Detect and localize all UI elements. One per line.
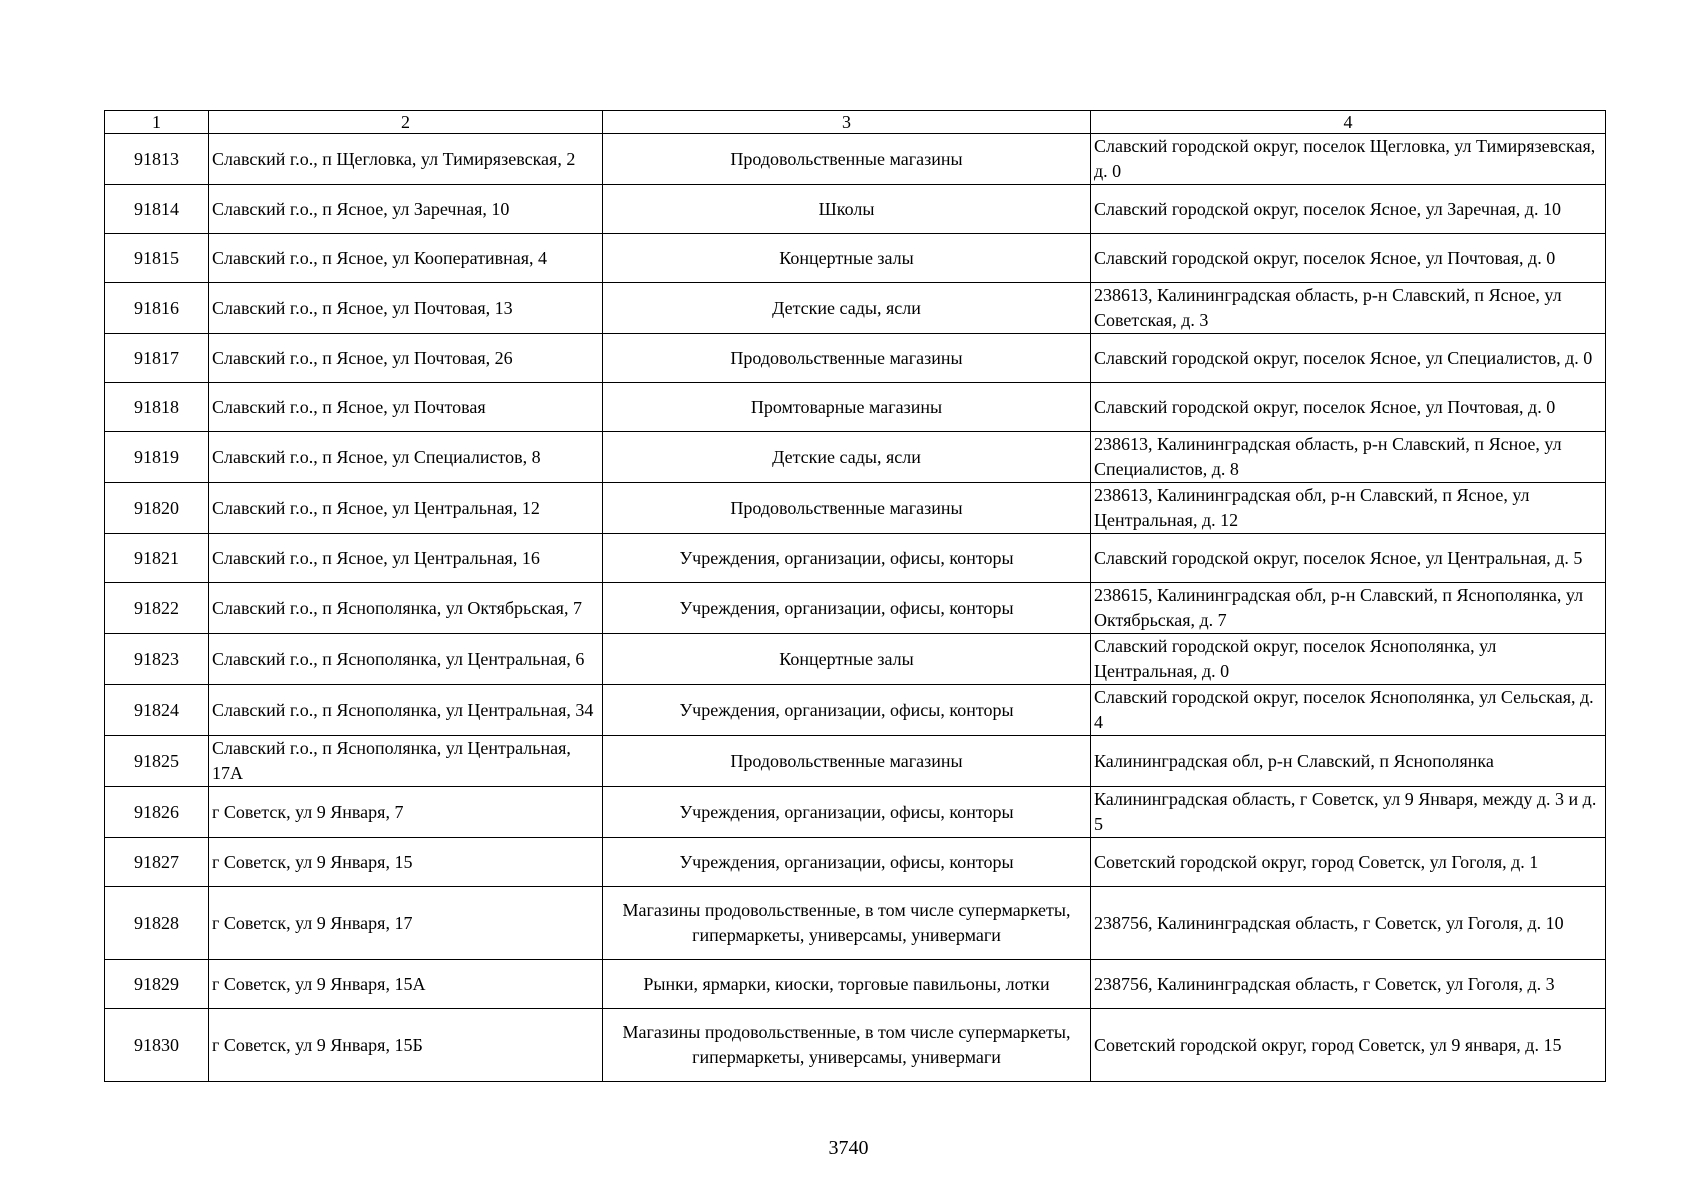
table-row bbox=[105, 960, 1606, 1009]
table-row bbox=[105, 1009, 1606, 1082]
row-address-cell: г Советск, ул 9 Января, 17 bbox=[209, 887, 603, 960]
column-header-2: 2 bbox=[209, 111, 603, 134]
row-location-cell: Калининградская обл, р-н Славский, п Яснополянка bbox=[1091, 736, 1606, 787]
row-category-cell: Продовольственные магазины bbox=[603, 483, 1091, 534]
row-location-cell: Славский городской округ, поселок Яснополянка, ул Сельская, д. 4 bbox=[1091, 685, 1606, 736]
row-id-cell: 91824 bbox=[105, 685, 209, 736]
table-row bbox=[105, 634, 1606, 685]
row-category-cell: Продовольственные магазины bbox=[603, 334, 1091, 383]
table-row bbox=[105, 787, 1606, 838]
row-id-cell: 91828 bbox=[105, 887, 209, 960]
table-row bbox=[105, 887, 1606, 960]
table-row bbox=[105, 234, 1606, 283]
row-address-cell: Славский г.о., п Ясное, ул Почтовая, 13 bbox=[209, 283, 603, 334]
row-id-cell: 91818 bbox=[105, 383, 209, 432]
table-row bbox=[105, 583, 1606, 634]
row-address-cell: Славский г.о., п Яснополянка, ул Центральная, 17А bbox=[209, 736, 603, 787]
row-location-cell: Славский городской округ, поселок Яснополянка, ул Центральная, д. 0 bbox=[1091, 634, 1606, 685]
row-location-cell: Калининградская область, г Советск, ул 9 Января, между д. 3 и д. 5 bbox=[1091, 787, 1606, 838]
row-address-cell: Славский г.о., п Ясное, ул Кооперативная, 4 bbox=[209, 234, 603, 283]
row-id-cell: 91817 bbox=[105, 334, 209, 383]
row-id-cell: 91827 bbox=[105, 838, 209, 887]
table-row bbox=[105, 383, 1606, 432]
row-id-cell: 91825 bbox=[105, 736, 209, 787]
row-category-cell: Детские сады, ясли bbox=[603, 283, 1091, 334]
row-address-cell: г Советск, ул 9 Января, 15 bbox=[209, 838, 603, 887]
header-row bbox=[105, 111, 1606, 134]
table-row bbox=[105, 283, 1606, 334]
page-number: 3740 bbox=[828, 1137, 869, 1159]
row-location-cell: Славский городской округ, поселок Ясное, ул Центральная, д. 5 bbox=[1091, 534, 1606, 583]
row-category-cell: Продовольственные магазины bbox=[603, 736, 1091, 787]
row-address-cell: Славский г.о., п Ясное, ул Почтовая, 26 bbox=[209, 334, 603, 383]
row-id-cell: 91823 bbox=[105, 634, 209, 685]
row-address-cell: г Советск, ул 9 Января, 15Б bbox=[209, 1009, 603, 1082]
row-address-cell: Славский г.о., п Ясное, ул Центральная, 12 bbox=[209, 483, 603, 534]
row-category-cell: Учреждения, организации, офисы, конторы bbox=[603, 685, 1091, 736]
row-category-cell: Концертные залы bbox=[603, 234, 1091, 283]
row-address-cell: г Советск, ул 9 Января, 15А bbox=[209, 960, 603, 1009]
table-row bbox=[105, 736, 1606, 787]
table-row bbox=[105, 334, 1606, 383]
row-location-cell: 238613, Калининградская область, р-н Славский, п Ясное, ул Специалистов, д. 8 bbox=[1091, 432, 1606, 483]
row-category-cell: Концертные залы bbox=[603, 634, 1091, 685]
row-category-cell: Учреждения, организации, офисы, конторы bbox=[603, 534, 1091, 583]
row-location-cell: Славский городской округ, поселок Ясное, ул Специалистов, д. 0 bbox=[1091, 334, 1606, 383]
row-location-cell: 238756, Калининградская область, г Советск, ул Гоголя, д. 3 bbox=[1091, 960, 1606, 1009]
row-location-cell: Советский городской округ, город Советск, ул Гоголя, д. 1 bbox=[1091, 838, 1606, 887]
row-location-cell: Славский городской округ, поселок Ясное, ул Заречная, д. 10 bbox=[1091, 185, 1606, 234]
row-id-cell: 91814 bbox=[105, 185, 209, 234]
row-address-cell: Славский г.о., п Ясное, ул Центральная, 16 bbox=[209, 534, 603, 583]
table-row bbox=[105, 185, 1606, 234]
row-location-cell: Славский городской округ, поселок Щегловка, ул Тимирязевская, д. 0 bbox=[1091, 134, 1606, 185]
row-location-cell: Советский городской округ, город Советск, ул 9 января, д. 15 bbox=[1091, 1009, 1606, 1082]
row-location-cell: 238613, Калининградская область, р-н Славский, п Ясное, ул Советская, д. 3 bbox=[1091, 283, 1606, 334]
row-address-cell: Славский г.о., п Ясное, ул Почтовая bbox=[209, 383, 603, 432]
row-category-cell: Детские сады, ясли bbox=[603, 432, 1091, 483]
row-id-cell: 91819 bbox=[105, 432, 209, 483]
row-id-cell: 91822 bbox=[105, 583, 209, 634]
row-category-cell: Школы bbox=[603, 185, 1091, 234]
row-id-cell: 91826 bbox=[105, 787, 209, 838]
row-location-cell: Славский городской округ, поселок Ясное, ул Почтовая, д. 0 bbox=[1091, 234, 1606, 283]
row-location-cell: 238756, Калининградская область, г Советск, ул Гоголя, д. 10 bbox=[1091, 887, 1606, 960]
row-id-cell: 91821 bbox=[105, 534, 209, 583]
row-category-cell: Учреждения, организации, офисы, конторы bbox=[603, 787, 1091, 838]
column-header-1: 1 bbox=[105, 111, 209, 134]
row-id-cell: 91813 bbox=[105, 134, 209, 185]
row-address-cell: Славский г.о., п Яснополянка, ул Октябрьская, 7 bbox=[209, 583, 603, 634]
table-row bbox=[105, 432, 1606, 483]
row-id-cell: 91816 bbox=[105, 283, 209, 334]
row-category-cell: Магазины продовольственные, в том числе супермаркеты, гипермаркеты, универсамы, универмаги bbox=[603, 887, 1091, 960]
row-location-cell: 238613, Калининградская обл, р-н Славский, п Ясное, ул Центральная, д. 12 bbox=[1091, 483, 1606, 534]
row-category-cell: Магазины продовольственные, в том числе супермаркеты, гипермаркеты, универсамы, универмаги bbox=[603, 1009, 1091, 1082]
table-row bbox=[105, 483, 1606, 534]
row-category-cell: Учреждения, организации, офисы, конторы bbox=[603, 838, 1091, 887]
row-id-cell: 91820 bbox=[105, 483, 209, 534]
row-location-cell: 238615, Калининградская обл, р-н Славский, п Яснополянка, ул Октябрьская, д. 7 bbox=[1091, 583, 1606, 634]
row-id-cell: 91815 bbox=[105, 234, 209, 283]
column-header-3: 3 bbox=[603, 111, 1091, 134]
row-address-cell: Славский г.о., п Ясное, ул Специалистов, 8 bbox=[209, 432, 603, 483]
column-header-4: 4 bbox=[1091, 111, 1606, 134]
row-address-cell: Славский г.о., п Ясное, ул Заречная, 10 bbox=[209, 185, 603, 234]
row-address-cell: Славский г.о., п Яснополянка, ул Центральная, 6 bbox=[209, 634, 603, 685]
row-id-cell: 91829 bbox=[105, 960, 209, 1009]
data-table bbox=[104, 110, 1606, 1082]
row-address-cell: Славский г.о., п Щегловка, ул Тимирязевская, 2 bbox=[209, 134, 603, 185]
row-category-cell: Промтоварные магазины bbox=[603, 383, 1091, 432]
row-address-cell: Славский г.о., п Яснополянка, ул Центральная, 34 bbox=[209, 685, 603, 736]
row-category-cell: Продовольственные магазины bbox=[603, 134, 1091, 185]
row-id-cell: 91830 bbox=[105, 1009, 209, 1082]
row-category-cell: Учреждения, организации, офисы, конторы bbox=[603, 583, 1091, 634]
row-address-cell: г Советск, ул 9 Января, 7 bbox=[209, 787, 603, 838]
row-category-cell: Рынки, ярмарки, киоски, торговые павильоны, лотки bbox=[603, 960, 1091, 1009]
table-row bbox=[105, 534, 1606, 583]
table-row bbox=[105, 685, 1606, 736]
table-row bbox=[105, 134, 1606, 185]
table-row bbox=[105, 838, 1606, 887]
row-location-cell: Славский городской округ, поселок Ясное, ул Почтовая, д. 0 bbox=[1091, 383, 1606, 432]
